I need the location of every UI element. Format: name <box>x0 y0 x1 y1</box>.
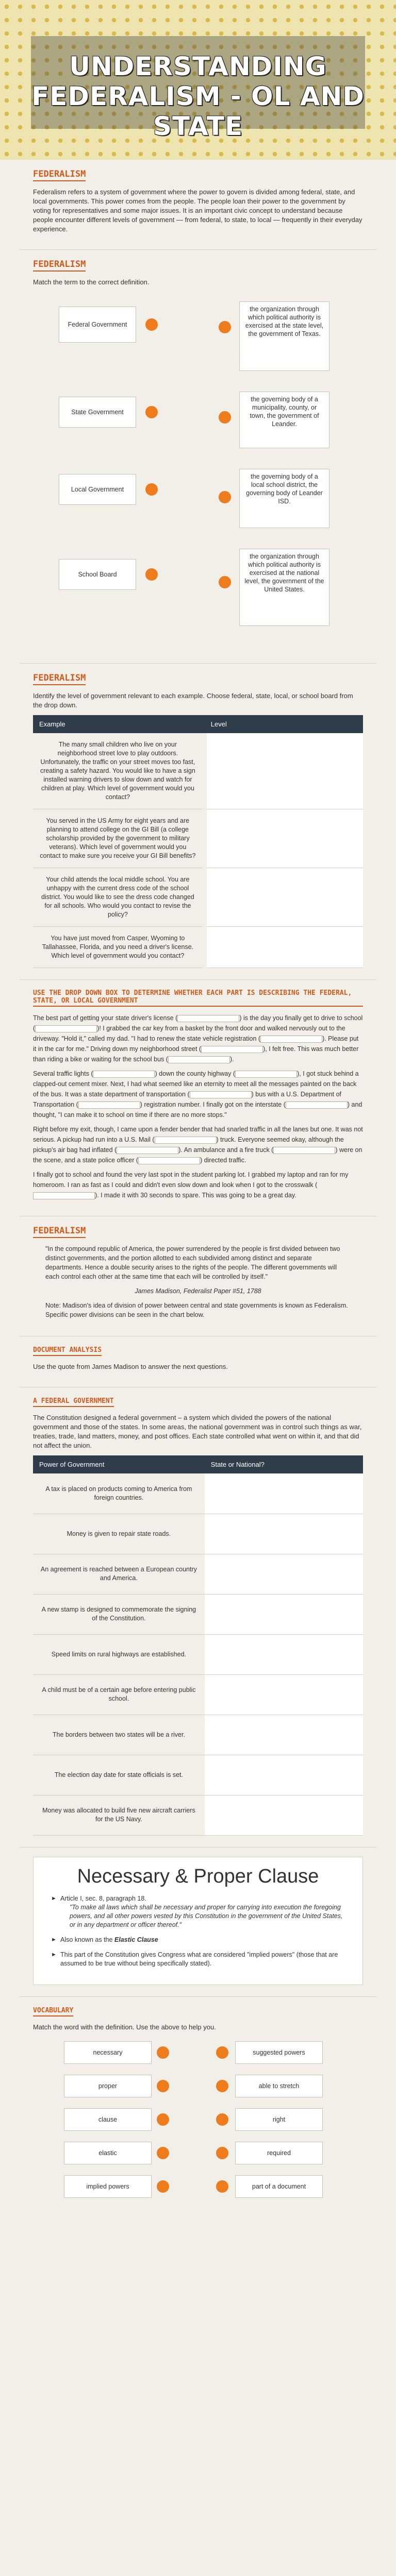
example-cell: Your child attends the local middle school. You are unhappy with the current dress code of the school district. You would like to see the dress code changed for all schools. Who would you contact to revise the policy? <box>33 868 205 927</box>
connector-dot[interactable] <box>145 483 158 496</box>
state-national-dropdown[interactable] <box>205 1674 363 1715</box>
vocab-word[interactable]: elastic <box>64 2142 152 2164</box>
connector-dot[interactable] <box>145 318 158 331</box>
power-cell: The borders between two states will be a river. <box>33 1715 205 1755</box>
vocab-definition[interactable]: able to stretch <box>235 2075 323 2097</box>
clause-term: Elastic Clause <box>114 1936 158 1943</box>
definition-state[interactable]: the organization through which political authority is exercised at the state level, the government of Texas. <box>239 301 329 371</box>
section-federal-government <box>20 1387 376 1848</box>
answer-dropdown[interactable] <box>33 1192 95 1199</box>
power-cell: Money is given to repair state roads. <box>33 1514 205 1554</box>
page-title: UNDERSTANDING FEDERALISM - OL AND STATE <box>31 52 365 141</box>
definition-federal[interactable]: the organization through which political authority is exercised at the national level, the government of the United States. <box>239 549 329 626</box>
section-heading: FEDERALISM <box>33 1226 86 1238</box>
section-vocabulary <box>20 1997 376 2223</box>
example-cell: You served in the US Army for eight years and are planning to attend college on the GI Bill (a college scholarship provided by the government to military veterans). Which level of government would you contact to make sure you receive your GI Bill benefits? <box>33 809 205 868</box>
answer-dropdown[interactable] <box>117 1147 178 1154</box>
quote-citation: James Madison, Federalist Paper #51, 1788 <box>135 1287 261 1295</box>
level-dropdown[interactable] <box>205 927 363 968</box>
term-federal-government[interactable]: Federal Government <box>59 307 136 343</box>
state-national-dropdown[interactable] <box>205 1755 363 1795</box>
state-national-dropdown[interactable] <box>205 1473 363 1514</box>
answer-dropdown[interactable] <box>93 1071 155 1078</box>
state-national-dropdown[interactable] <box>205 1594 363 1634</box>
clause-text: This part of the Constitution gives Congress what are considered "implied powers" (those that are assumed to be true without being specifically stated). <box>60 1951 338 1967</box>
story-text: ). I made it with 30 seconds to spare. This was going to be a great day. <box>95 1192 296 1199</box>
section-madison-quote <box>20 1216 376 1336</box>
story-paragraph: The best part of getting your state driver's license ( ) is the day you finally get to drive to school ( )! I grabbed the car key from a basket by the front door and walked nervously out to the driveway. "Hold it," called my dad. "I had to renew the state vehicle registration ( ). Please put it in the car for me." Driving down my neighborhood street ( ), I felt free. This was much better than riding a bike or waiting for the school bus ( ). <box>33 1014 363 1063</box>
section-match-definitions <box>20 250 376 664</box>
section-heading: FEDERALISM <box>33 169 86 181</box>
answer-dropdown[interactable] <box>177 1015 239 1022</box>
clause-title: Necessary & Proper Clause <box>77 1865 319 1887</box>
section-document-analysis <box>20 1336 376 1387</box>
list-item <box>51 1936 345 1944</box>
story-text: ) truck. Everyone seemed okay, although the pickup's air bag had inflated ( <box>33 1136 344 1154</box>
answer-dropdown[interactable] <box>190 1091 252 1098</box>
column-header-power: Power of Government <box>33 1455 205 1473</box>
section-identify-level <box>20 664 376 980</box>
story-text: The best part of getting your state driver's license ( <box>33 1014 178 1022</box>
table-row <box>33 1634 363 1674</box>
vocab-definition[interactable]: required <box>235 2142 323 2164</box>
story-text: ) bus with a U.S. Department of Transportation ( <box>33 1091 342 1108</box>
vocab-word[interactable]: proper <box>64 2075 152 2097</box>
answer-dropdown[interactable] <box>138 1157 200 1164</box>
title-banner <box>0 0 396 160</box>
table-row <box>33 927 363 968</box>
answer-dropdown[interactable] <box>201 1046 263 1053</box>
example-cell: The many small children who live on your neighborhood street love to play outdoors. Unfortunately, the traffic on your street moves too fast, creating a safety hazard. You would like to have a sign installed warning drivers to slow down and watch for children at play. Which level of government would you contact? <box>33 733 205 809</box>
story-text: ). Please put it in the car for me." Driving down my neighborhood street ( <box>33 1035 359 1053</box>
section-necessary-proper <box>20 1848 376 1997</box>
table-row <box>33 809 363 868</box>
powers-table <box>33 1455 363 1836</box>
section-heading: FEDERALISM <box>33 259 86 272</box>
state-national-dropdown[interactable] <box>205 1514 363 1554</box>
vocab-word[interactable]: clause <box>64 2108 152 2131</box>
story-text: ) down the county highway ( <box>155 1070 236 1077</box>
story-text: Several traffic lights ( <box>33 1070 93 1077</box>
power-cell: Money was allocated to build five new aircraft carriers for the US Navy. <box>33 1795 205 1835</box>
connector-dot[interactable] <box>145 568 158 581</box>
vocab-matching-area <box>33 2036 363 2211</box>
vocab-word[interactable]: implied powers <box>64 2175 152 2198</box>
story-text: ) directed traffic. <box>200 1157 246 1164</box>
federalism-definition: Federalism refers to a system of government where the power to govern is divided among federal, state, and local governments. This power comes from the people. The people loan their power to the government by voting for representatives and some major issues. It is an important civic concept to understand because people encounter different levels of government — from federal, to state, to local — frequently in their everyday experience. <box>33 188 362 233</box>
story-text: I finally got to school and found the very last spot in the student parking lot. I grabbed my laptop and ran for my homeroom. I ran as fast as I could and didn't even slow down and look when I got to the crosswalk ( <box>33 1171 349 1189</box>
section-heading: A FEDERAL GOVERNMENT <box>33 1397 114 1407</box>
answer-dropdown[interactable] <box>155 1137 217 1144</box>
state-national-dropdown[interactable] <box>205 1634 363 1674</box>
table-row <box>33 1755 363 1795</box>
identify-instructions: Identify the level of government relevant to each example. Choose federal, state, local, or school board from the drop down. <box>33 692 353 709</box>
story-text: ) is the day you finally get to drive to school ( <box>33 1014 363 1032</box>
answer-dropdown[interactable] <box>260 1036 322 1043</box>
table-row <box>33 1795 363 1835</box>
clause-citation: Article I, sec. 8, paragraph 18. <box>60 1894 146 1902</box>
matching-area <box>33 291 363 652</box>
answer-dropdown[interactable] <box>273 1147 335 1154</box>
section-heading: VOCABULARY <box>33 2007 73 2016</box>
table-row <box>33 733 363 809</box>
story-text: ), I felt free. This was much better than riding a bike or waiting for the school bus ( <box>33 1045 359 1063</box>
vocab-word[interactable]: necessary <box>64 2041 152 2064</box>
connector-dot[interactable] <box>216 2113 228 2126</box>
connector-dot[interactable] <box>219 411 231 423</box>
answer-dropdown[interactable] <box>286 1101 348 1109</box>
vocab-definition[interactable]: right <box>235 2108 323 2131</box>
federal-government-text: The Constitution designed a federal government – a system which divided the powers of the national government and those of the states. In some areas, the national government was in control such things as war, treaties, trade, land matters, money, and post offices. Each state controlled what went on within it, and that did not affect the union. <box>33 1414 362 1449</box>
story-text: )! I grabbed the car key from a basket by the front door and walked nervously out to the driveway. "Hold it," called my dad. "I had to renew the state vehicle registration ( <box>33 1025 345 1042</box>
state-national-dropdown[interactable] <box>205 1554 363 1594</box>
table-row <box>33 868 363 927</box>
power-cell: A new stamp is designed to commemorate the signing of the Constitution. <box>33 1594 205 1634</box>
connector-dot[interactable] <box>219 491 231 503</box>
story-text: ) registration number. I finally got on the interstate ( <box>140 1101 286 1108</box>
list-item <box>51 1894 345 1929</box>
connector-dot[interactable] <box>157 2180 169 2193</box>
term-school-board[interactable]: School Board <box>59 559 136 590</box>
column-header-state-national: State or National? <box>205 1455 363 1473</box>
clause-list <box>51 1894 345 1968</box>
connector-dot[interactable] <box>157 2147 169 2159</box>
power-cell: A tax is placed on products coming to America from foreign countries. <box>33 1473 205 1514</box>
connector-dot[interactable] <box>219 321 231 333</box>
connector-dot[interactable] <box>145 406 158 418</box>
story-paragraph <box>33 1124 363 1165</box>
column-header-example: Example <box>33 715 205 733</box>
power-cell: Speed limits on rural highways are established. <box>33 1634 205 1674</box>
connector-dot[interactable] <box>157 2046 169 2059</box>
story-text: ) and thought, "I can make it to school on time if there are no more stops." <box>33 1101 362 1118</box>
table-row <box>33 1594 363 1634</box>
connector-dot[interactable] <box>216 2147 228 2159</box>
table-row <box>33 1554 363 1594</box>
clause-text: Also known as the <box>60 1936 114 1943</box>
table-row <box>33 1674 363 1715</box>
column-header-level: Level <box>205 715 363 733</box>
match-instructions: Match the term to the correct definition. <box>33 278 150 286</box>
connector-dot[interactable] <box>216 2080 228 2092</box>
section-federalism-intro <box>20 160 376 250</box>
level-dropdown[interactable] <box>205 868 363 927</box>
power-cell: The election day date for state officials is set. <box>33 1755 205 1795</box>
connector-dot[interactable] <box>216 2046 228 2059</box>
story-text: Right before my exit, though, I came upon a fender bender that had snarled traffic in all the lanes but one. It was not serious. A pickup had run into a U.S. Mail ( <box>33 1126 363 1143</box>
definition-school-board[interactable]: the governing body of a local school district, the governing body of Leander ISD. <box>239 469 329 528</box>
section-heading: DOCUMENT ANALYSIS <box>33 1346 102 1356</box>
example-cell: You have just moved from Casper, Wyoming to Tallahassee, Florida, and you need a driver's license. Which level of government would you contact? <box>33 927 205 968</box>
state-national-dropdown[interactable] <box>205 1715 363 1755</box>
answer-dropdown[interactable] <box>35 1025 97 1032</box>
power-cell: A child must be of a certain age before entering public school. <box>33 1674 205 1715</box>
madison-quote: "In the compound republic of America, the power surrendered by the people is first divided between two distinct governments, and the portion allotted to each subdivided among distinct and separate departments. Hence a double security arises to the rights of the people. The different governments will each control each other at the same time that each will be controlled by itself." <box>45 1245 340 1280</box>
list-item <box>51 1951 345 1968</box>
term-local-government[interactable]: Local Government <box>59 474 136 505</box>
story-text: ) were on the scene, and a state police officer ( <box>33 1146 362 1164</box>
section-dropdown-story <box>20 980 376 1216</box>
analysis-instructions: Use the quote from James Madison to answer the next questions. <box>33 1363 228 1370</box>
story-paragraph <box>33 1170 363 1200</box>
level-table <box>33 715 363 968</box>
answer-dropdown[interactable] <box>235 1071 297 1078</box>
term-state-government[interactable]: State Government <box>59 397 136 428</box>
story-paragraph <box>33 1069 363 1120</box>
story-text: ), I got stuck behind a clapped-out cement mixer. Next, I had what seemed like an eternity to meet all the messages painted on the back of the bus. It was a state department of transportation ( <box>33 1070 359 1098</box>
table-row <box>33 1473 363 1514</box>
story-text: ). An ambulance and a fire truck ( <box>178 1146 274 1154</box>
answer-dropdown[interactable] <box>168 1056 230 1063</box>
connector-dot[interactable] <box>157 2080 169 2092</box>
section-heading: USE THE DROP DOWN BOX TO DETERMINE WHETHER EACH PART IS DESCRIBING THE FEDERAL, STATE, OR LOCAL GOVERNMENT <box>33 989 363 1007</box>
connector-dot[interactable] <box>219 576 231 588</box>
table-row <box>33 1715 363 1755</box>
section-heading: FEDERALISM <box>33 673 86 685</box>
power-cell: An agreement is reached between a European country and America. <box>33 1554 205 1594</box>
definition-local[interactable]: the governing body of a municipality, county, or town, the government of Leander. <box>239 392 329 448</box>
vocab-definition[interactable]: part of a document <box>235 2175 323 2198</box>
vocab-instructions: Match the word with the definition. Use the above to help you. <box>33 2023 216 2031</box>
connector-dot[interactable] <box>216 2180 228 2193</box>
answer-dropdown[interactable] <box>78 1101 140 1109</box>
clause-card <box>33 1857 363 1985</box>
table-row <box>33 1514 363 1554</box>
madison-note: Note: Madison's idea of division of power between central and state governments is known as Federalism. Specific power divisions can be seen in the chart below. <box>45 1302 348 1318</box>
level-dropdown[interactable] <box>205 809 363 868</box>
state-national-dropdown[interactable] <box>205 1795 363 1835</box>
connector-dot[interactable] <box>157 2113 169 2126</box>
clause-quote: "To make all laws which shall be necessary and proper for carrying into execution the foregoing powers, and all other powers vested by this Constitution in the government of the United States, or in any department or officer thereof." <box>70 1903 343 1928</box>
vocab-definition[interactable]: suggested powers <box>235 2041 323 2064</box>
level-dropdown[interactable] <box>205 733 363 809</box>
